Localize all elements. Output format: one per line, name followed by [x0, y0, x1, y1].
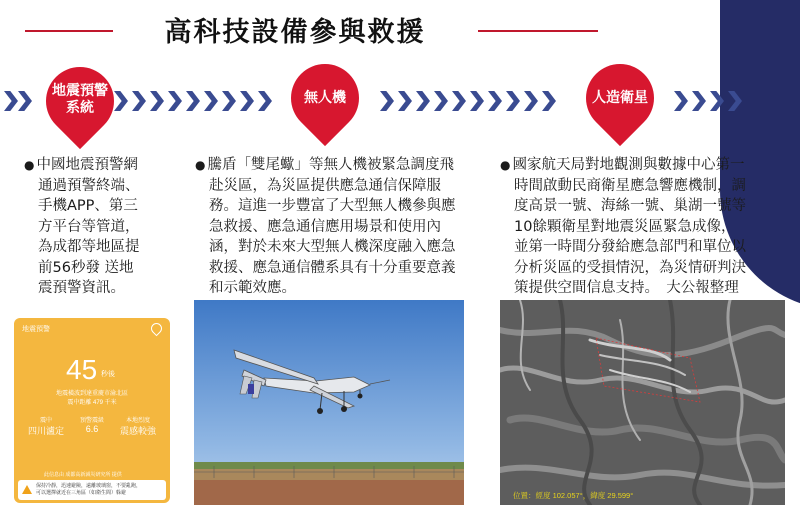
- tag-satellite: [580, 90, 660, 107]
- chevron-icon: [168, 91, 182, 111]
- text-line: 急救援、應急通信應用場景和使用內: [209, 218, 441, 235]
- tag-line: 無人機: [304, 90, 346, 106]
- satellite-coordinates: 位置：經度 102.057°，緯度 29.599°: [513, 491, 634, 500]
- text-line: 為成都等地區提: [38, 239, 140, 255]
- text-line: 前56秒發 送地: [38, 259, 134, 276]
- drone-photo-graphic: [194, 300, 464, 505]
- text-line: 策提供空間信息支持。 大公報整理: [514, 280, 739, 296]
- text-line: [24, 155, 174, 176]
- text-line: 涵，對於未來大型無人機深度融入應急: [209, 239, 456, 255]
- epicenter-label: 震中: [39, 418, 52, 424]
- satellite-image-graphic: [500, 300, 785, 505]
- bullet-icon: ●: [500, 158, 511, 172]
- page-title: 高科技設備參與救援: [164, 17, 426, 48]
- text-line: 並第一時間分發給應急部門和單位以: [514, 239, 746, 255]
- tag-line: 系統: [66, 100, 94, 116]
- chevron-band-3: [378, 88, 558, 114]
- location-pin-icon: [149, 321, 165, 337]
- chevron-icon: [674, 91, 688, 111]
- drone-photo: [194, 300, 464, 505]
- chevron-icon: [4, 91, 18, 111]
- title-rule-left: [25, 30, 113, 32]
- text-line: [500, 155, 790, 176]
- warning-icon: [22, 485, 32, 494]
- chevron-icon: [186, 91, 200, 111]
- column-earthquake-text: [24, 155, 174, 299]
- chevron-icon: [204, 91, 218, 111]
- tag-earthquake-warning: [40, 83, 120, 117]
- arrival-text: 地震橫波到達重慶市渝北區: [55, 391, 128, 397]
- text-line: 度高景一號、海絲一號、巢湖一號等: [514, 198, 746, 214]
- text-line: 時間啟動民商衛星應急響應機制，調: [514, 177, 746, 194]
- epicenter-value: 四川瀘定: [27, 426, 64, 436]
- source-note: 此信息由 成都高新減災研究所 提供: [44, 472, 122, 478]
- text-line: 救援、應急通信體系具有十分重要意義: [209, 259, 456, 276]
- chevron-icon: [524, 91, 538, 111]
- warning-text: [36, 483, 141, 497]
- text-line: 手機APP、第三: [38, 198, 138, 214]
- bullet-icon: ●: [195, 158, 206, 172]
- chevron-band-1: [0, 88, 40, 114]
- text-line: 和示範效應。: [209, 280, 296, 296]
- text-span: 騰盾「雙尾蠍」等無人機被緊急調度飛: [207, 157, 454, 173]
- chevron-icon: [240, 91, 254, 111]
- intensity-value: 震感較強: [119, 426, 156, 436]
- chevron-icon: [488, 91, 502, 111]
- chevron-icon: [692, 91, 706, 111]
- text-line: 通過預警終端、: [38, 177, 140, 194]
- column-drone-text: [195, 155, 480, 299]
- tag-line: 人造衛星: [592, 90, 648, 106]
- alert-header: 地震預警: [22, 326, 50, 333]
- distance-text: 震中距離 479 千米: [67, 400, 117, 406]
- chevron-icon: [258, 91, 272, 111]
- column-satellite-text: [500, 155, 790, 299]
- satellite-image: [500, 300, 785, 505]
- text-line: 赴災區，為災區提供應急通信保障服: [209, 177, 441, 194]
- chevron-icon: [150, 91, 164, 111]
- chevron-icon: [470, 91, 484, 111]
- chevron-icon: [452, 91, 466, 111]
- text-span: 國家航天局對地觀測與數據中心第一: [512, 157, 745, 173]
- chevron-icon: [710, 91, 724, 111]
- magnitude-label: 預警震級: [79, 418, 104, 424]
- chevron-icon: [506, 91, 520, 111]
- magnitude-value: 6.6: [85, 424, 99, 434]
- text-line: [195, 155, 480, 176]
- warning-line: 可以選擇就近在三角區（如衛生間）躲避: [36, 490, 127, 496]
- chevron-band-2: [112, 88, 282, 114]
- safety-warning-box: [18, 480, 166, 500]
- countdown-unit: 秒後: [101, 371, 115, 378]
- chevron-icon: [728, 91, 742, 111]
- text-line: 震預警資訊。: [38, 280, 125, 296]
- warning-line: 保持冷靜，迅速避險，遠離玻璃窗，不要亂跑，: [36, 483, 142, 489]
- chevron-icon: [222, 91, 236, 111]
- chevron-icon: [380, 91, 394, 111]
- text-span: 中國地震預警網: [36, 157, 138, 173]
- text-line: 方平台等管道，: [38, 218, 140, 235]
- text-line: 務。這進一步豐富了大型無人機參與應: [209, 198, 456, 214]
- title-rule-right: [478, 30, 598, 32]
- chevron-icon: [398, 91, 412, 111]
- earthquake-alert-phone-screenshot: [14, 318, 170, 503]
- countdown-number: 45: [66, 354, 98, 385]
- intensity-label: 本地烈度: [125, 418, 150, 424]
- bullet-icon: ●: [24, 158, 35, 172]
- chevron-icon: [434, 91, 448, 111]
- text-line: 分析災區的受損情況，為災情研判決: [514, 259, 746, 276]
- text-line: 10餘顆衛星對地震災區緊急成像，: [514, 218, 736, 235]
- chevron-icon: [132, 91, 146, 111]
- chevron-icon: [18, 91, 32, 111]
- tag-drone: [285, 90, 365, 107]
- chevron-band-4: [672, 88, 752, 114]
- tag-line: 地震預警: [52, 83, 108, 99]
- chevron-icon: [416, 91, 430, 111]
- chevron-icon: [542, 91, 556, 111]
